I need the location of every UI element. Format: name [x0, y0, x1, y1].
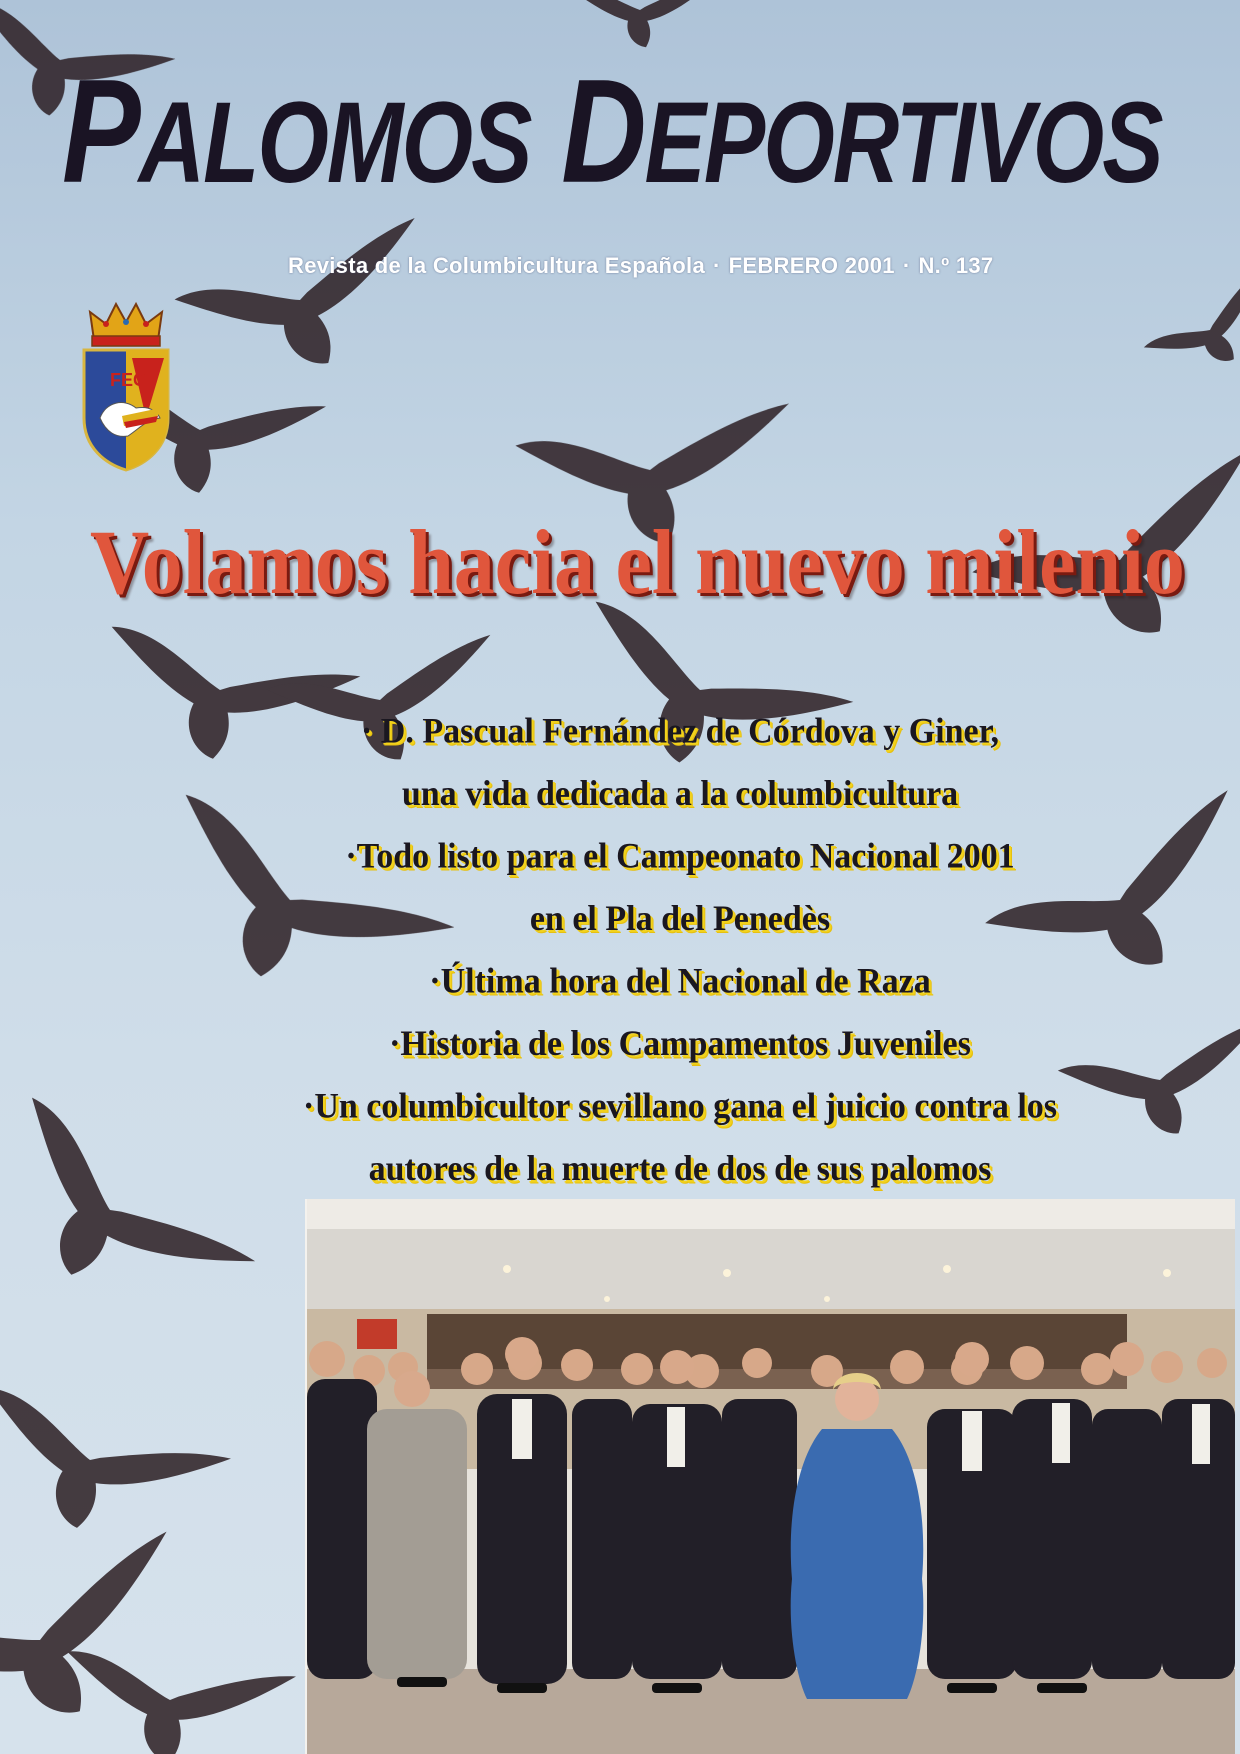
- contents-line: en el Pla del Penedès: [529, 899, 831, 939]
- title-initial-p: P: [62, 49, 139, 215]
- contents-line: autores de la muerte de dos de sus palomos: [368, 1149, 992, 1189]
- cover-contents-list: [240, 700, 1120, 1200]
- crowned-shield-dove-emblem: [76, 298, 176, 478]
- contents-line: ·Historia de los Campamentos Juveniles: [389, 1024, 971, 1064]
- cover-headline: Volamos hacia el nuevo milenio: [90, 511, 1185, 614]
- contents-line: ·Todo listo para el Campeonato Nacional 2001: [345, 836, 1015, 876]
- title-initial-d: D: [561, 49, 645, 215]
- contents-line: ·Un columbicultor sevillano gana el juicio contra los: [303, 1086, 1057, 1127]
- exit-sign: [357, 1319, 397, 1349]
- group-photo: [307, 1199, 1235, 1754]
- group-photo-illustration: [307, 1199, 1235, 1754]
- contents-line: · D. Pascual Fernández de Córdova y Giner,: [360, 711, 1000, 751]
- title-word-2-rest: EPORTIVOS: [644, 79, 1162, 207]
- magazine-description: Revista de la Columbicultura Española: [288, 253, 705, 278]
- contents-line: una vida dedicada a la columbicultura: [401, 774, 959, 814]
- cover-subtitle: Revista de la Columbicultura Española · FEBRERO 2001 · N.º 137: [288, 253, 994, 278]
- title-word-1-rest: ALOMOS: [138, 79, 531, 207]
- contents-line: ·Última hora del Nacional de Raza: [429, 961, 931, 1002]
- svg-text:FEC: FEC: [110, 370, 146, 390]
- issue-number: N.º 137: [918, 253, 994, 278]
- magazine-title: [62, 49, 1182, 215]
- crown-icon: [90, 304, 162, 346]
- issue-date: FEBRERO 2001: [728, 253, 895, 278]
